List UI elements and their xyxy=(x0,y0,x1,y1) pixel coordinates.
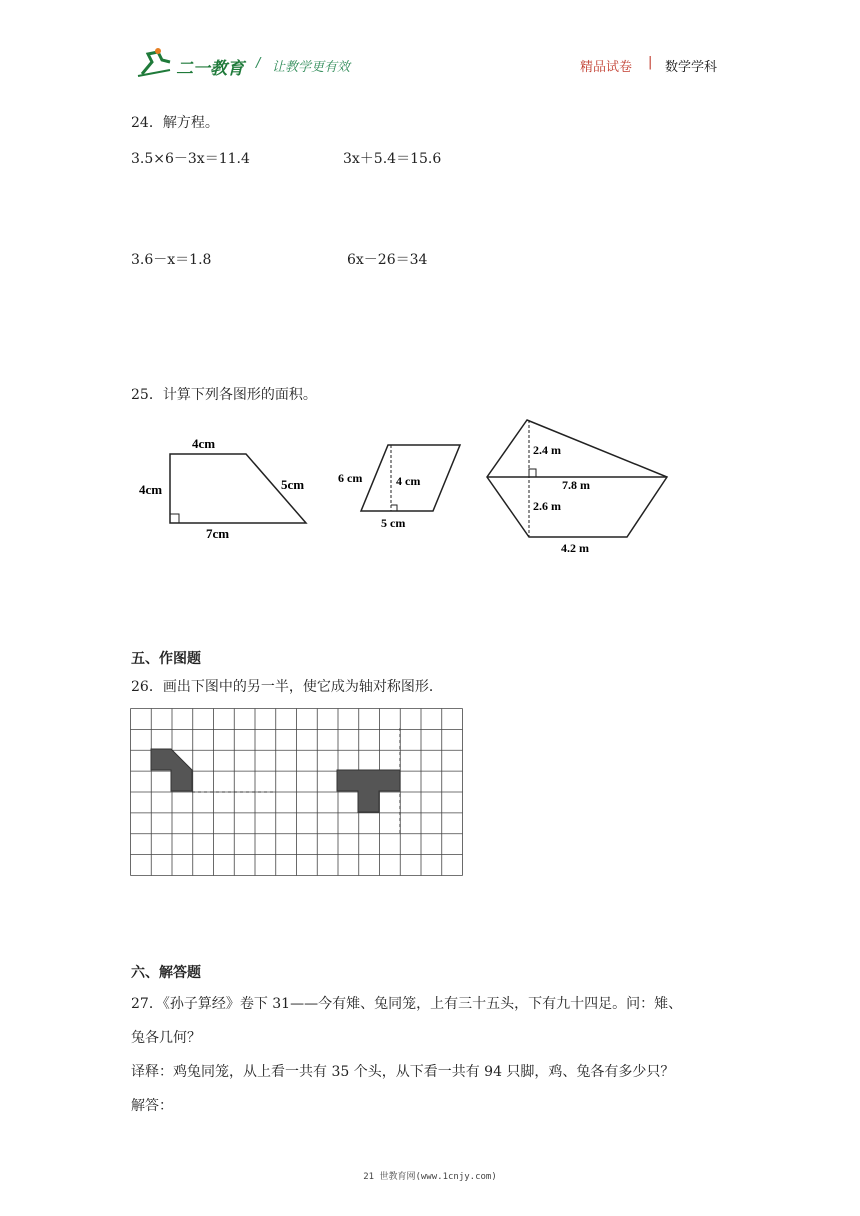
shape-right-half xyxy=(337,770,400,812)
q27-line-1: 27．《孙子算经》卷下 31——今有雉、兔同笼，上有三十五头，下有九十四足。问：雉、 xyxy=(131,996,683,1012)
logo-icon xyxy=(136,48,174,80)
q27-line-2: 兔各几何？ xyxy=(131,1030,201,1046)
q26-title: 26．画出下图中的另一半，使它成为轴对称图形． xyxy=(131,679,443,695)
quadrilateral-figure xyxy=(487,420,667,555)
q25-title: 25．计算下列各图形的面积。 xyxy=(131,387,317,403)
logo-text: 二一教育 xyxy=(176,59,244,79)
quad-lower-height-label: 2.6 m xyxy=(533,499,561,513)
trapezoid-top-label: 4cm xyxy=(192,436,216,451)
premium-tag: 精品试卷 xyxy=(580,60,633,75)
parallelogram-height-label: 4 cm xyxy=(396,474,421,488)
header-separator: | xyxy=(648,55,653,70)
q27-translation: 译释：鸡兔同笼，从上看一共有 35 个头，从下看一共有 94 只脚，鸡、兔各有多少只？ xyxy=(131,1064,675,1080)
quad-upper-height-label: 2.4 m xyxy=(533,443,561,457)
section-6-title: 六、解答题 xyxy=(131,965,201,981)
quad-bottom-label: 4.2 m xyxy=(561,541,589,555)
equation-2: 3x＋5.4＝15.6 xyxy=(343,151,442,167)
equation-4: 6x－26＝34 xyxy=(347,252,428,268)
q24-title: 24．解方程。 xyxy=(131,115,219,131)
q25-figures xyxy=(0,400,860,570)
trapezoid-left-label: 4cm xyxy=(139,482,163,497)
shape-left-half xyxy=(151,749,192,791)
trapezoid-bottom-label: 7cm xyxy=(206,526,230,541)
parallelogram-figure xyxy=(338,445,460,530)
footer-text: 21 世教育网(www.1cnjy.com) xyxy=(363,1172,497,1182)
header-divider: / xyxy=(256,56,261,71)
subject-label: 数学学科 xyxy=(665,60,718,75)
parallelogram-side-label: 6 cm xyxy=(338,471,363,485)
section-5-title: 五、作图题 xyxy=(131,651,201,667)
header xyxy=(0,40,860,90)
quad-diagonal-label: 7.8 m xyxy=(562,478,590,492)
symmetry-grid[interactable] xyxy=(130,708,463,876)
slogan: 让教学更有效 xyxy=(272,60,351,75)
equation-3: 3.6－x＝1.8 xyxy=(131,252,212,268)
trapezoid-slant-label: 5cm xyxy=(281,477,305,492)
equation-1: 3.5×6－3x＝11.4 xyxy=(131,151,250,167)
trapezoid-figure xyxy=(139,436,306,541)
parallelogram-base-label: 5 cm xyxy=(381,516,406,530)
q27-answer-label: 解答： xyxy=(131,1098,173,1114)
